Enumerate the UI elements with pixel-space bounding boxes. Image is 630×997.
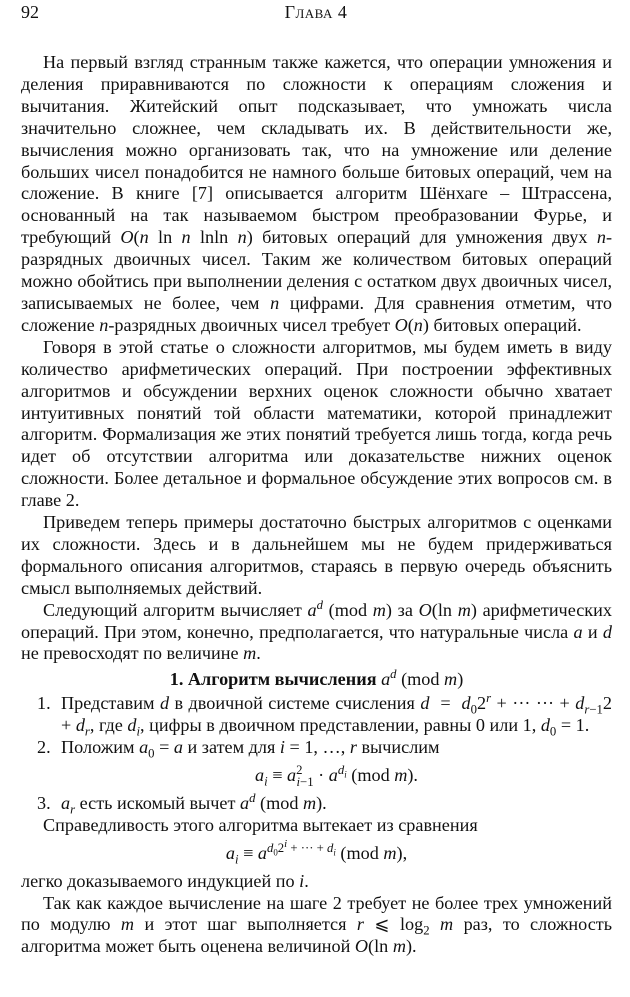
congruence-formula: $a_i \equiv a^{d_02^i + \cdot\cdot\cdot + d_i}$ (mod m),: [225, 837, 408, 867]
step-2-formula: $a_i \equiv a^2_{i-1} \cdot a^{d_i}$ (mod m).: [255, 762, 418, 789]
algorithm-step-3: 3. $a_r$ есть искомый вычет $a^d$ (mod m).: [37, 790, 327, 817]
paragraph-3: Приведем теперь примеры достаточно быстрых алгоритмов с оценками их сложности. Здесь и в дальнейшем мы не будем придерживаться формального описания алгоритмов, стараясь в первую очередь объяснить смысл выполняемых действий.: [21, 512, 612, 598]
paragraph-7: Так как каждое вычисление на шаге 2 требует не более трех умножений по модулю m и этот шаг выполняется r ⩽ $\log_2 m$ раз, то сложность алгоритма может быть оценена величиной O(ln m).: [21, 892, 613, 957]
algorithm-steps: [21, 693, 612, 815]
paragraph-1: На первый взгляд странным также кажется, что операции умножения и деления приравниваются по сложности к операциям сложения и вычитания. Житейский опыт подсказывает, что умножать числа значительно сложнее, чем складывать их. В действительности же, вычисления можно организовать так, что на умножение или деление больших чисел понадобится не намного больше битовых операций, чем на сложение. В книге [7] описывается алгоритм Шёнхаге – Штрассена, основанный на так называемом быстром преобразовании Фурье, и требующий O(n ln n lnln n) битовых операций для умножения двух n-разрядных двоичных чисел. Таким же количеством битовых операций можно обойтись при выполнении деления с остатком двух двоичных чисел, записываемых не более, чем n цифрами. Для сравнения отметим, что сложение n-разрядных двоичных чисел требует O(n) битовых операций.: [21, 52, 612, 335]
paragraph-4: Следующий алгоритм вычисляет $a^d$ (mod m) за O(ln m) арифметических операций. При этом, конечно, предполагается, что натуральные числа a и d не превосходят по величине m.: [21, 597, 612, 664]
page-number: 92: [21, 2, 39, 22]
paragraph-6: легко доказываемого индукцией по i.: [21, 870, 309, 891]
paragraph-5: Справедливость этого алгоритма вытекает из сравнения: [43, 814, 478, 835]
body-text: [21, 52, 612, 958]
algorithm-title: 1. Алгоритм вычисления $a^d$ (mod m): [169, 667, 464, 690]
algorithm-step-2: 2. Положим $a_0 = a$ и затем для i = 1, …, r вычислим $a_i \equiv a^2_{i-1} \cdot a^{d_i}$ (mod m).: [21, 737, 612, 787]
paragraph-2: Говоря в этой статье о сложности алгоритмов, мы будем иметь в виду количество арифметических операций. При построении эффективных алгоритмов и обсуждении верхних оценок сложности обычно хватает интуитивных понятий той области математики, которой принадлежит алгоритм. Формализация же этих понятий требуется лишь тогда, когда речь идет об отсутствии алгоритма или доказательстве нижних оценок сложности. Более детальное и формальное обсуждение этих вопросов см. в главе 2.: [21, 336, 612, 511]
chapter-title: Глава 4: [284, 2, 348, 22]
algorithm-step-1: 1. Представим d в двоичной системе счисления $d = d_02^r$ + ··· ··· + $d_{r-1}2 + d_r$, где $d_i$, цифры в двоичном представлении, равны 0 или 1, $d_0 = 1$.: [37, 691, 612, 739]
running-head: [21, 2, 611, 24]
